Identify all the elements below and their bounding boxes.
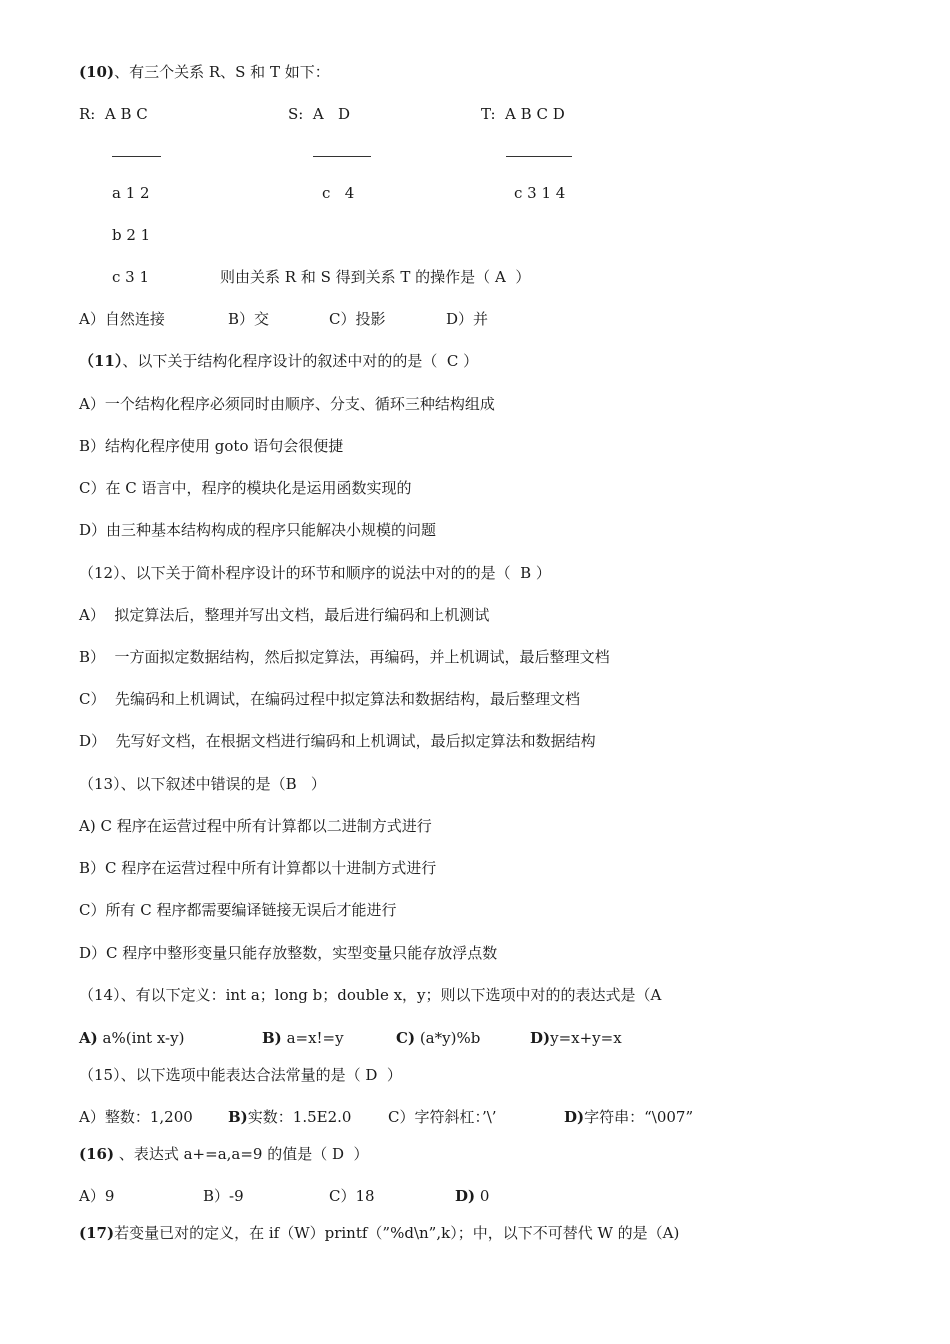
q14-option-c: [396, 1028, 480, 1048]
q16-number: (16): [79, 1145, 115, 1163]
q14-option-a-label: A): [79, 1029, 98, 1047]
q13-option-d: D）C 程序中整形变量只能存放整数，实型变量只能存放浮点数: [79, 944, 498, 962]
q14-option-d-text: y=x+y=x: [550, 1029, 622, 1047]
q12-option-d: D） 先写好文档，在根据文档进行编码和上机调试，最后拟定算法和数据结构: [79, 732, 596, 750]
q15-option-d-label: D): [564, 1108, 585, 1126]
q15-option-b: [228, 1107, 351, 1127]
q14-option-b-label: B): [262, 1029, 282, 1047]
relation-s-divider: [313, 156, 371, 157]
q13-option-c: C）所有 C 程序都需要编译链接无误后才能进行: [79, 901, 397, 919]
relation-s-header: S: A D: [288, 105, 351, 123]
q14-option-c-label: C): [396, 1029, 416, 1047]
relation-r-row-2: b 2 1: [112, 226, 151, 244]
q14-option-b-text: a=x!=y: [286, 1029, 344, 1047]
q10-title: [79, 62, 330, 82]
relation-s-row-1: c 4: [322, 184, 355, 202]
q10-title-text: 、有三个关系 R、S 和 T 如下：: [114, 63, 330, 81]
q14-option-c-text: (a*y)%b: [419, 1029, 481, 1047]
relation-t-row-1: c 3 1 4: [514, 184, 566, 202]
q16-option-d-text: 0: [475, 1187, 490, 1205]
q16-title: [79, 1144, 369, 1164]
q17-title: [79, 1223, 679, 1243]
q15-title: （15）、以下选项中能表达合法常量的是（ D ）: [79, 1066, 402, 1084]
q17-title-text: 若变量已对的定义，在 if（W）printf（”%d\n”,k）；中，以下不可替代 W 的是（A): [114, 1224, 680, 1242]
q12-option-b: B） 一方面拟定数据结构，然后拟定算法，再编码，并上机调试，最后整理文档: [79, 648, 610, 666]
q12-option-c: C） 先编码和上机调试，在编码过程中拟定算法和数据结构，最后整理文档: [79, 690, 581, 708]
q14-option-a-text: a%(int x-y): [102, 1029, 185, 1047]
q13-option-a: A) C 程序在运营过程中所有计算都以二进制方式进行: [79, 817, 432, 835]
relation-r-divider: [112, 156, 161, 157]
q11-option-d: D）由三种基本结构构成的程序只能解决小规模的问题: [79, 521, 437, 539]
q11-option-b: B）结构化程序使用 goto 语句会很便捷: [79, 437, 344, 455]
q16-title-text: 、表达式 a+=a,a=9 的值是（ D ）: [114, 1145, 369, 1163]
q16-option-c: C）18: [329, 1187, 375, 1205]
q15-option-b-label: B): [228, 1108, 248, 1126]
q14-option-a: [79, 1028, 184, 1048]
q14-option-d: [530, 1028, 622, 1048]
relation-r-row-1: a 1 2: [112, 184, 150, 202]
q17-number: (17): [79, 1224, 115, 1242]
q11-option-c: C）在 C 语言中，程序的模块化是运用函数实现的: [79, 479, 412, 497]
relation-r-row-3: c 3 1: [112, 268, 150, 286]
q15-option-b-text: 实数：1.5E2.0: [247, 1108, 352, 1126]
q10-option-c: C）投影: [329, 310, 386, 328]
q12-title: （12）、以下关于简朴程序设计的环节和顺序的说法中对的的是（ B ）: [79, 564, 551, 582]
q13-title: （13）、以下叙述中错误的是（B ）: [79, 775, 326, 793]
q16-option-b: B）-9: [203, 1187, 244, 1205]
q10-option-b: B）交: [228, 310, 270, 328]
q14-option-b: [262, 1028, 344, 1048]
q11-number: （11）: [79, 352, 123, 370]
q14-title: （14）、有以下定义：int a；long b；double x，y；则以下选项中对的的表达式是（A: [79, 986, 662, 1004]
q10-number: (10): [79, 63, 115, 81]
relation-r-header: R: A B C: [79, 105, 148, 123]
q11-option-a: A）一个结构化程序必须同时由顺序、分支、循环三种结构组成: [79, 395, 495, 413]
q14-option-d-label: D): [530, 1029, 551, 1047]
q15-option-a: A）整数：1,200: [79, 1108, 193, 1126]
q16-option-d-label: D): [455, 1187, 476, 1205]
q15-option-d-text: 字符串：“\007”: [584, 1108, 694, 1126]
q16-option-d: [455, 1186, 489, 1206]
q13-option-b: B）C 程序在运营过程中所有计算都以十进制方式进行: [79, 859, 437, 877]
q10-question: 则由关系 R 和 S 得到关系 T 的操作是（ A ）: [220, 268, 531, 286]
relation-t-divider: [506, 156, 572, 157]
q16-option-a: A）9: [79, 1187, 115, 1205]
q11-title-text: 、以下关于结构化程序设计的叙述中对的的是（ C ）: [122, 352, 479, 370]
relation-t-header: T: A B C D: [481, 105, 565, 123]
q15-option-d: [564, 1107, 693, 1127]
q10-option-d: D）并: [446, 310, 489, 328]
q10-option-a: A）自然连接: [79, 310, 165, 328]
q11-title: [79, 351, 478, 371]
q12-option-a: A） 拟定算法后，整理并写出文档，最后进行编码和上机测试: [79, 606, 490, 624]
q15-option-c: C）字符斜杠：’\’: [388, 1108, 497, 1126]
